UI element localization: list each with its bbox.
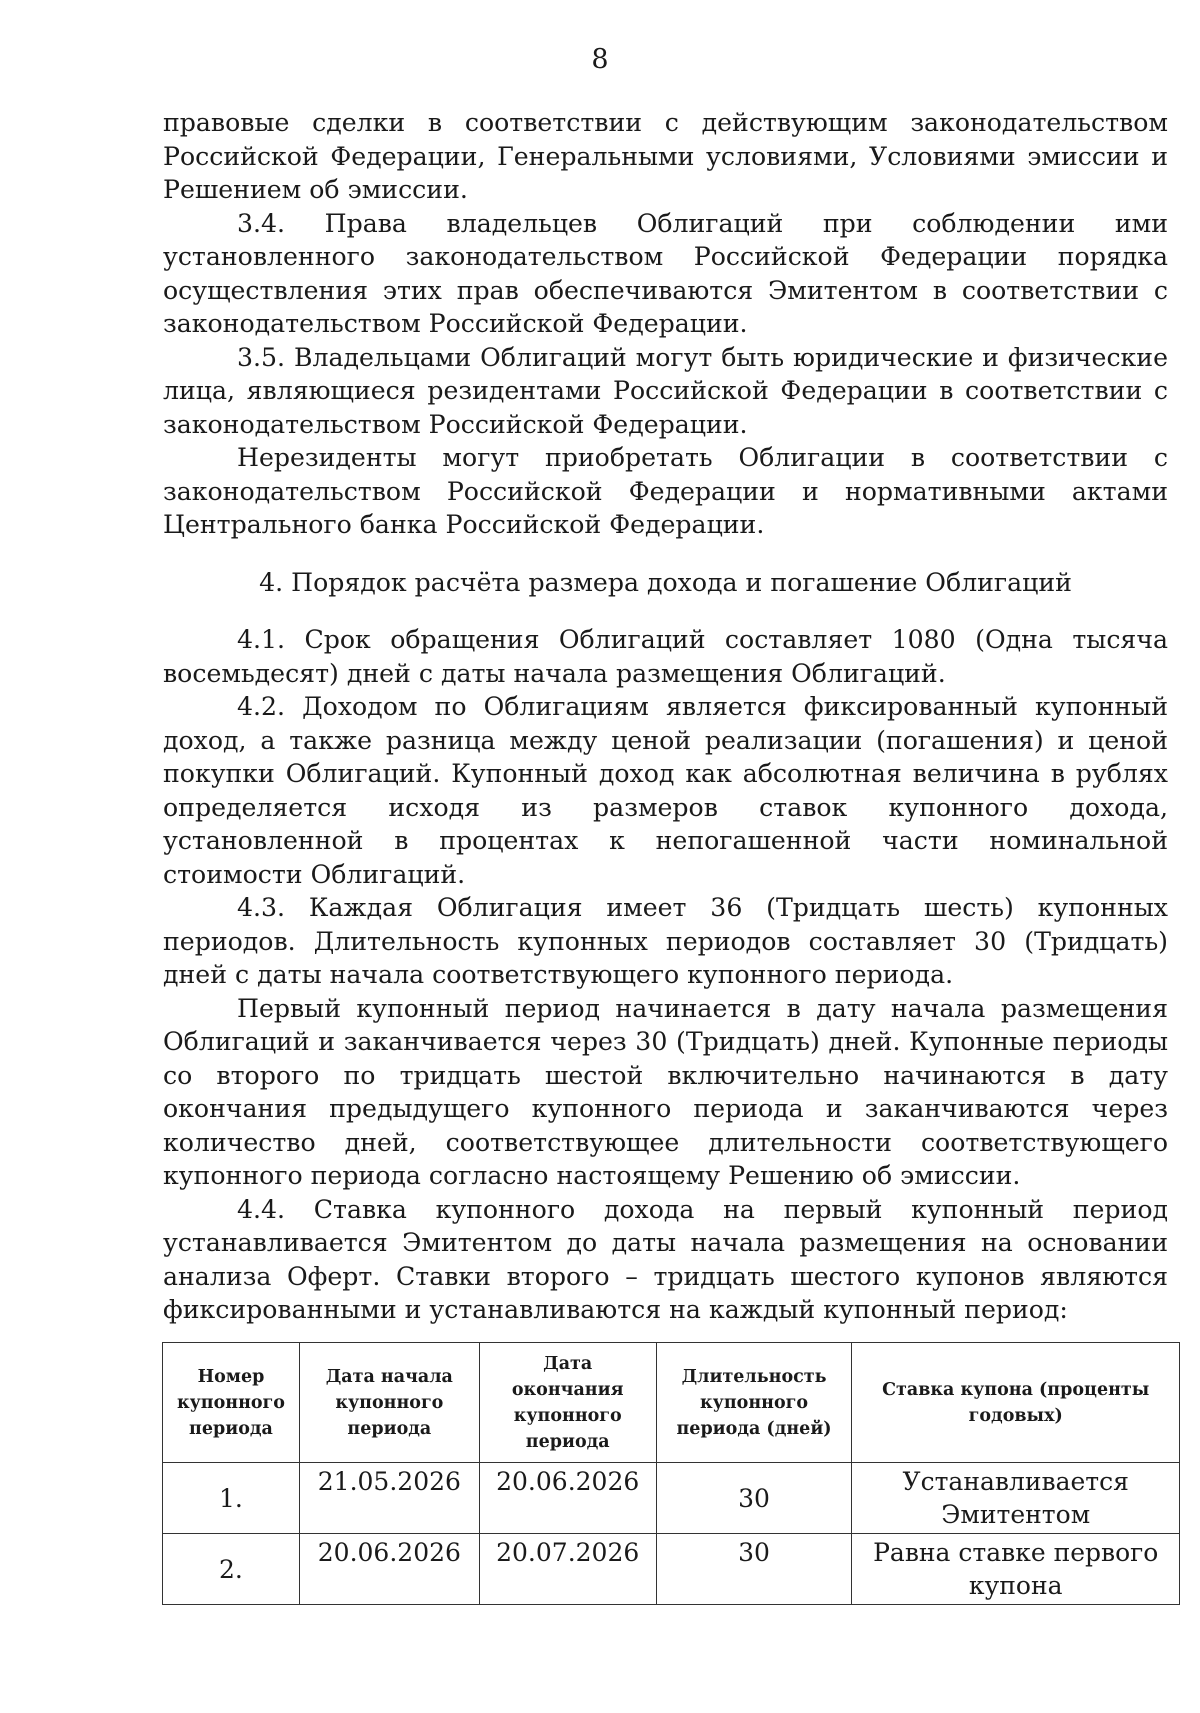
cell-coupon-rate: Устанавливается Эмитентом — [852, 1463, 1180, 1534]
paragraph-3-4: 3.4. Права владельцев Облигаций при соблюдении ими установленного законодательством Российской Федерации порядка осуществления этих прав обеспечиваются Эмитентом в соответствии с законодательством Российской Федерации. — [163, 208, 1168, 338]
paragraph-4-2: 4.2. Доходом по Облигациям является фиксированный купонный доход, а также разница между ценой реализации (погашения) и ценой покупки Облигаций. Купонный доход как абсолютная величина в рублях определяется исходя из размеров ставок купонного дохода, установленной в процентах к непогашенной части номинальной стоимости Облигаций. — [163, 692, 1168, 889]
header-coupon-rate: Ставка купона (проценты годовых) — [852, 1343, 1180, 1463]
header-end-date: Дата окончания купонного периода — [479, 1343, 656, 1463]
coupon-table — [162, 1342, 1180, 1605]
header-coupon-number: Номер купонного периода — [163, 1343, 300, 1463]
paragraph-4-1: 4.1. Срок обращения Облигаций составляет 1080 (Одна тысяча восемьдесят) дней с даты начала размещения Облигаций. — [163, 625, 1168, 688]
cell-end-date: 20.06.2026 — [479, 1463, 656, 1534]
cell-duration: 30 — [656, 1463, 852, 1534]
header-start-date: Дата начала купонного периода — [299, 1343, 479, 1463]
paragraph: правовые сделки в соответствии с действующим законодательством Российской Федерации, Генеральными условиями, Условиями эмиссии и Решением об эмиссии. — [163, 108, 1168, 204]
cell-coupon-number: 1. — [163, 1463, 300, 1534]
table-header-row — [163, 1343, 1180, 1463]
paragraph-3-5: 3.5. Владельцами Облигаций могут быть юридические и физические лица, являющиеся резидентами Российской Федерации в соответствии с законодательством Российской Федерации. — [163, 342, 1168, 439]
cell-start-date: 20.06.2026 — [299, 1534, 479, 1605]
page-number: 8 — [591, 44, 609, 75]
header-duration: Длительность купонного периода (дней) — [656, 1343, 852, 1463]
paragraph-4-3: 4.3. Каждая Облигация имеет 36 (Тридцать шесть) купонных периодов. Длительность купонных периодов составляет 30 (Тридцать) дней с даты начала соответствующего купонного периода. — [163, 893, 1168, 989]
document-body — [163, 106, 1168, 1327]
cell-end-date: 20.07.2026 — [479, 1534, 656, 1605]
paragraph-4-4: 4.4. Ставка купонного дохода на первый купонный период устанавливается Эмитентом до даты начала размещения на основании анализа Оферт. Ставки второго – тридцать шестого купонов являются фиксированными и устанавливаются на каждый купонный период: — [163, 1194, 1168, 1324]
cell-start-date: 21.05.2026 — [299, 1463, 479, 1534]
cell-coupon-number: 2. — [163, 1534, 300, 1605]
paragraph-first-period: Первый купонный период начинается в дату начала размещения Облигаций и заканчивается через 30 (Тридцать) дней. Купонные периоды со второго по тридцать шестой включительно начинаются в дату окончания предыдущего купонного периода и заканчиваются через количество дней, соответствующее длительности соответствующего купонного периода согласно настоящему Решению об эмиссии. — [163, 993, 1168, 1190]
cell-duration: 30 — [656, 1534, 852, 1605]
table-row — [163, 1534, 1180, 1605]
cell-coupon-rate: Равна ставке первого купона — [852, 1534, 1180, 1605]
table-row — [163, 1463, 1180, 1534]
section-heading: 4. Порядок расчёта размера дохода и погашение Облигаций — [259, 567, 1072, 597]
paragraph-nonresidents: Нерезиденты могут приобретать Облигации в соответствии с законодательством Российской Федерации и нормативными актами Центрального банка Российской Федерации. — [163, 443, 1168, 539]
